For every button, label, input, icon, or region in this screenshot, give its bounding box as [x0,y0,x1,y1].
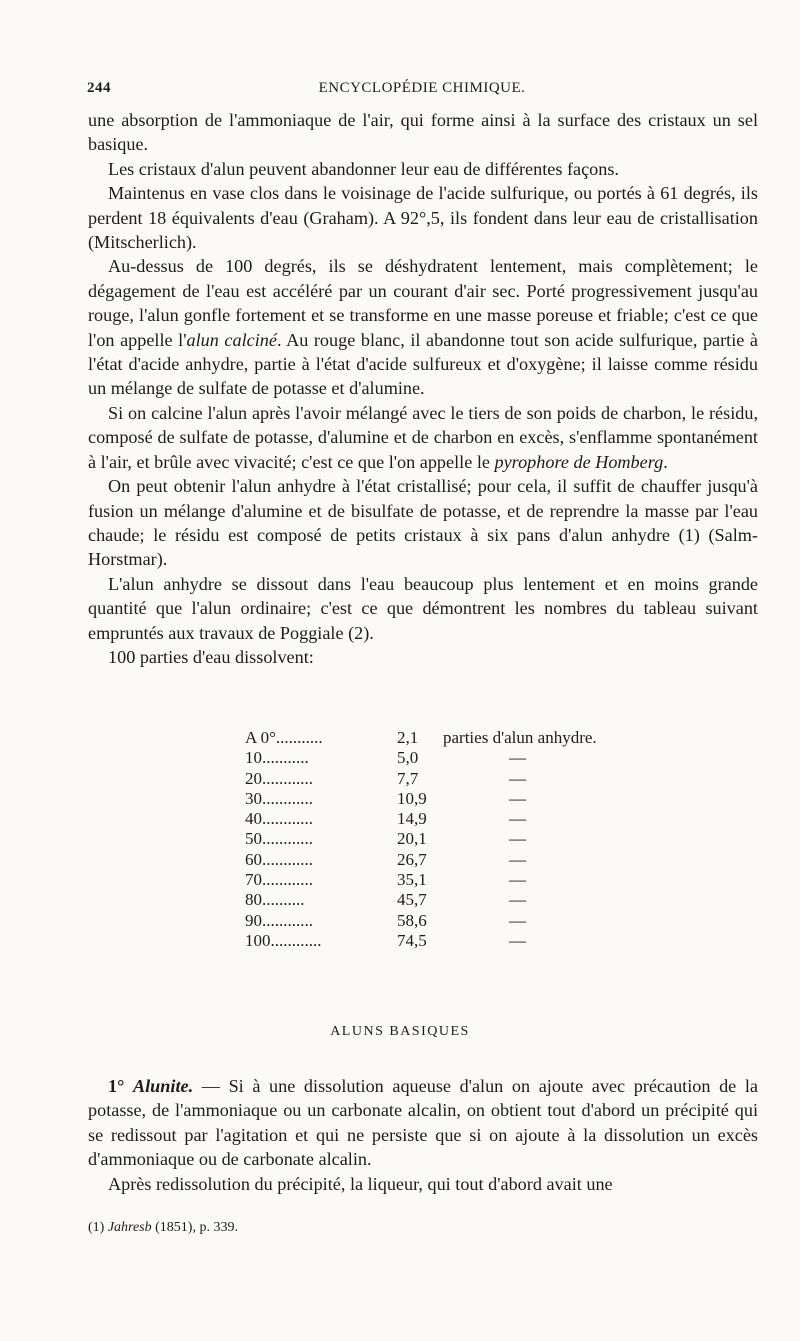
row-temperature: 60............ [245,849,313,869]
table-row [245,870,665,890]
paragraph-text: . Au rouge blanc, il abandonne tout son acide sulfurique, partie à l'état d'acide anhydre, partie à l'état d'acide sulfureux et d'oxygène; il laisse comme résidu un mélange de sulfate de potasse et d'alumine. [88,329,758,399]
page-number: 244 [87,80,111,96]
footnote [88,1220,238,1236]
row-value: 20,1 [397,829,427,849]
row-value: 5,0 [397,748,419,768]
row-temperature: A 0°........... [245,728,323,747]
table-row [245,931,665,951]
ditto-dash: — [509,748,526,768]
row-value: 45,7 [397,890,427,910]
paragraph [88,1074,758,1172]
row-temperature: 30............ [245,788,313,808]
subsection-title: Alunite. [133,1076,194,1096]
table-row [245,748,665,768]
section-number: 1° [108,1076,125,1096]
body-text-bottom [88,1074,758,1196]
paragraph [88,401,758,474]
footnote-text: (1851), p. 339. [155,1220,238,1235]
row-temperature: 80.......... [245,890,305,910]
row-temperature: 90............ [245,910,313,930]
footnote-source: Jahresb [107,1220,152,1235]
ditto-dash: — [509,788,526,808]
paragraph-text: — Si à une dissolution aqueuse d'alun on ajoute avec précaution de la potasse, de l'ammoniaque ou un carbonate alcalin, on obtient tout d'abord un précipité qui se redissout par l'agitation et qui ne persiste que si on ajoute à la dissolution un excès d'ammoniaque ou de carbonate alcalin. [88,1076,758,1170]
ditto-dash: — [509,870,526,890]
table-row [245,890,665,910]
paragraph: On peut obtenir l'alun anhydre à l'état cristallisé; pour cela, il suffit de chauffer jusqu'à fusion un mélange d'alumine et de bisulfate de potasse, et de reprendre la masse par l'eau chaude; le résidu est composé de petits cristaux à six pans d'alun anhydre (1) (Salm-Horstmar). [88,476,758,570]
row-value: 35,1 [397,870,427,890]
ditto-dash: — [509,829,526,849]
row-value: 7,7 [397,768,419,788]
ditto-dash: — [509,910,526,930]
row-temperature: 50............ [245,829,313,849]
ditto-dash: — [509,930,526,950]
ditto-dash: — [509,768,526,788]
italic-term: alun calciné [186,329,277,350]
row-temperature: 70............ [245,870,313,890]
table-row [245,769,665,789]
table-row [245,850,665,870]
running-title: ENCYCLOPÉDIE CHIMIQUE. [318,80,526,96]
row-value: 2,1 [397,728,419,747]
row-value: 14,9 [397,809,427,829]
paragraph: Les cristaux d'alun peuvent abandonner leur eau de différentes façons. [108,158,619,179]
paragraph-text: Si on calcine l'alun après l'avoir mélangé avec le tiers de son poids de charbon, le résidu, composé de sulfate de potasse, d'alumine et de charbon en excès, s'enflamme spontanément à l'air, et brûle avec vivacité; c'est ce que l'on appelle le [88,402,758,472]
paragraph-text: . [663,451,668,472]
row-temperature: 10........... [245,748,309,768]
paragraph: Après redissolution du précipité, la liqueur, qui tout d'abord avait une [108,1173,613,1194]
paragraph: 100 parties d'eau dissolvent: [108,646,314,667]
paragraph [88,254,758,400]
table-row [245,728,665,748]
paragraph: une absorption de l'ammoniaque de l'air, qui forme ainsi à la surface des cristaux un sel basique. [88,110,758,155]
ditto-dash: — [509,890,526,910]
footnote-marker: (1) [88,1220,105,1235]
solubility-table [245,728,665,951]
table-row [245,911,665,931]
unit-label: parties d'alun anhydre. [443,728,597,747]
ditto-dash: — [509,849,526,869]
table-row [245,789,665,809]
row-value: 58,6 [397,910,427,930]
ditto-dash: — [509,809,526,829]
table-row [245,809,665,829]
paragraph: Maintenus en vase clos dans le voisinage de l'acide sulfurique, ou portés à 61 degrés, ils perdent 18 équivalents d'eau (Graham). A 92°,5, ils fondent dans leur eau de cristallisation (Mitscherlich). [88,183,758,253]
row-value: 10,9 [397,788,427,808]
row-temperature: 40............ [245,809,313,829]
row-temperature: 100............ [245,930,322,950]
paragraph: L'alun anhydre se dissout dans l'eau beaucoup plus lentement et en moins grande quantité que l'alun ordinaire; c'est ce que démontrent les nombres du tableau suivant empruntés aux travaux de Poggiale (2). [88,573,758,643]
row-temperature: 20............ [245,768,313,788]
row-value: 26,7 [397,849,427,869]
italic-term: pyrophore de Homberg [494,451,664,472]
paragraph-text: Au-dessus de 100 degrés, ils se déshydratent lentement, mais complètement; le dégagement de l'eau est accéléré par un courant d'air sec. Porté progressivement jusqu'au rouge, l'alun gonfle fortement et se transforme en une masse poreuse et friable; c'est ce que l'on appelle l' [88,256,758,350]
page-header [87,80,757,104]
row-value: 74,5 [397,930,427,950]
section-title: ALUNS BASIQUES [330,1024,470,1039]
table-row [245,829,665,849]
body-text-top [88,108,758,669]
